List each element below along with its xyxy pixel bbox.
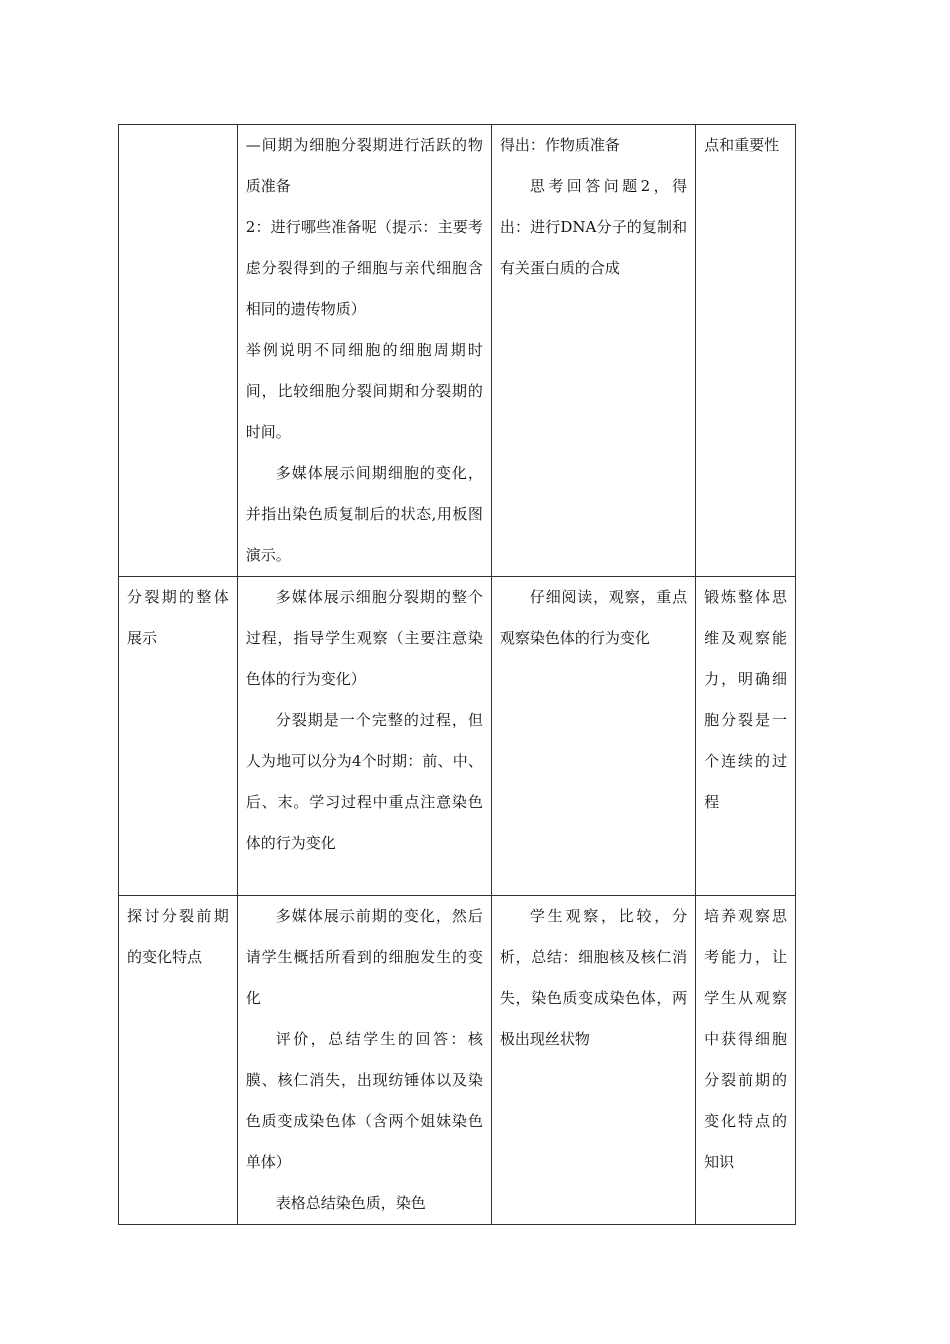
paragraph: 分裂期是一个完整的过程，但人为地可以分为4个时期：前、中、后、末。学习过程中重点注意染色体的行为变化	[245, 711, 483, 852]
paragraph: 评价，总结学生的回答：核膜、核仁消失，出现纺锤体以及染色质变成染色体（含两个姐妹染色单体）	[245, 1030, 483, 1171]
purpose-cell: 点和重要性	[696, 125, 796, 577]
paragraph: 2：进行哪些准备呢（提示：主要考虑分裂得到的子细胞与亲代细胞含相同的遗传物质）	[245, 218, 483, 318]
table-row	[119, 896, 796, 1225]
paragraph: 学生观察，比较，分析，总结：细胞核及核仁消失，染色质变成染色体，两极出现丝状物	[499, 907, 688, 1048]
paragraph: 多媒体展示细胞分裂期的整个过程，指导学生观察（主要注意染色体的行为变化）	[245, 588, 483, 688]
student-activity-cell	[491, 577, 695, 896]
paragraph: —间期为细胞分裂期进行活跃的物质准备	[245, 136, 483, 195]
paragraph: 得出：作物质准备	[499, 136, 620, 154]
paragraph: 多媒体展示前期的变化，然后请学生概括所看到的细胞发生的变化	[245, 907, 483, 1007]
purpose-cell: 锻炼整体思维及观察能力，明确细胞分裂是一个连续的过程	[696, 577, 796, 896]
student-activity-cell	[491, 125, 695, 577]
student-activity-cell	[491, 896, 695, 1225]
paragraph: 举例说明不同细胞的细胞周期时间，比较细胞分裂间期和分裂期的时间。	[245, 341, 483, 441]
teacher-activity-cell	[237, 896, 491, 1225]
paragraph: 表格总结染色质，染色	[275, 1194, 426, 1212]
teacher-activity-cell	[237, 577, 491, 896]
topic-cell	[119, 125, 238, 577]
teacher-activity-cell	[237, 125, 491, 577]
topic-cell: 分裂期的整体展示	[119, 577, 238, 896]
topic-cell: 探讨分裂前期的变化特点	[119, 896, 238, 1225]
table-row	[119, 125, 796, 577]
paragraph: 仔细阅读，观察，重点观察染色体的行为变化	[499, 588, 688, 647]
table-row	[119, 577, 796, 896]
paragraph: 多媒体展示间期细胞的变化，并指出染色质复制后的状态,用板图演示。	[245, 464, 483, 564]
paragraph: 思考回答问题2，得出：进行DNA分子的复制和有关蛋白质的合成	[499, 177, 688, 277]
lesson-plan-table	[118, 124, 796, 1225]
purpose-cell: 培养观察思考能力，让学生从观察中获得细胞分裂前期的变化特点的知识	[696, 896, 796, 1225]
